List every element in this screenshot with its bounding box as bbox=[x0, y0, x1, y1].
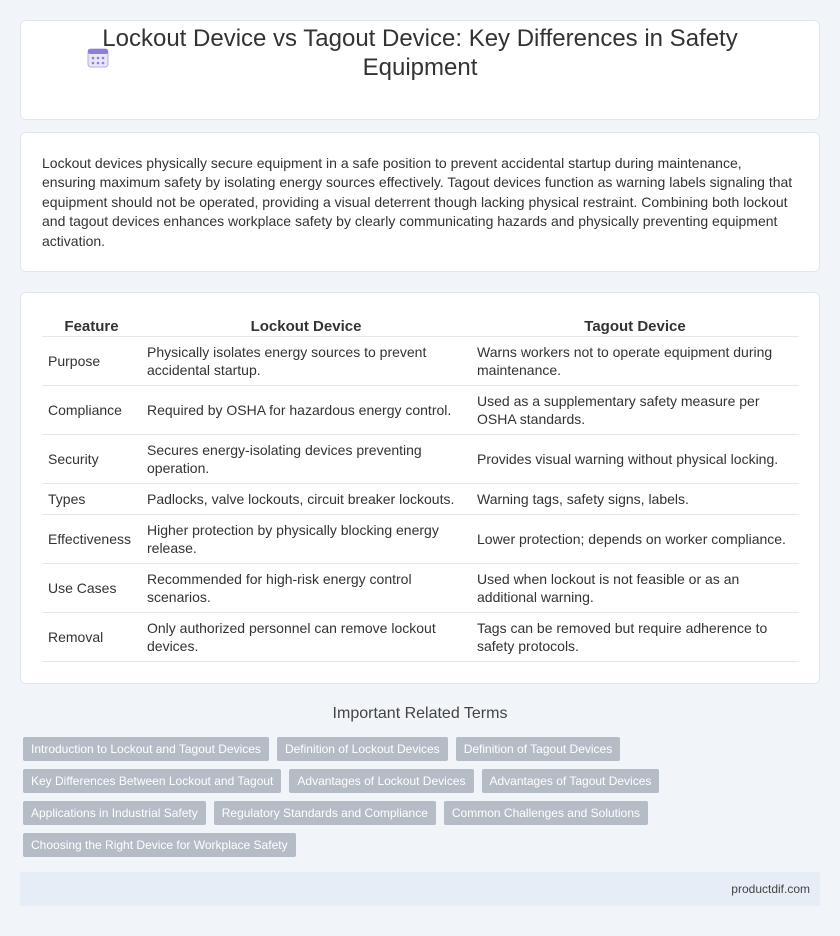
intro-card bbox=[20, 132, 820, 272]
footer-site-link[interactable]: productdif.com bbox=[731, 882, 810, 896]
table-cell-tagout: Provides visual warning without physical locking. bbox=[471, 435, 799, 484]
intro-text: Lockout devices physically secure equipment in a safe position to prevent accidental startup during maintenance, ensuring maximum safety by isolating energy sources effectively. Tagout devices function as warning labels signaling that equipment should not be operated, providing a visual deterrent though lacking physical restraint. Combining both lockout and tagout devices enhances workplace safety by clearly communicating hazards and physically preventing equipment activation. bbox=[42, 155, 793, 249]
table-cell-tagout: Used when lockout is not feasible or as an additional warning. bbox=[471, 564, 799, 613]
related-term-tag[interactable]: Definition of Tagout Devices bbox=[456, 737, 621, 761]
table-cell-tagout: Tags can be removed but require adherence to safety protocols. bbox=[471, 613, 799, 662]
related-term-tag[interactable]: Advantages of Tagout Devices bbox=[482, 769, 660, 793]
table-row bbox=[42, 337, 799, 386]
table-cell-lockout: Padlocks, valve lockouts, circuit breaker lockouts. bbox=[141, 484, 471, 515]
table-cell-lockout: Recommended for high-risk energy control scenarios. bbox=[141, 564, 471, 613]
table-cell-tagout: Used as a supplementary safety measure per OSHA standards. bbox=[471, 386, 799, 435]
table-cell-tagout: Warns workers not to operate equipment during maintenance. bbox=[471, 337, 799, 386]
related-terms-heading: Important Related Terms bbox=[332, 705, 508, 722]
table-cell-feature: Effectiveness bbox=[42, 515, 141, 564]
table-cell-tagout: Warning tags, safety signs, labels. bbox=[471, 484, 799, 515]
column-header-lockout: Lockout Device bbox=[141, 315, 471, 337]
table-row bbox=[42, 564, 799, 613]
page-title: Lockout Device vs Tagout Device: Key Differences in Safety Equipment bbox=[102, 25, 738, 81]
table-row bbox=[42, 435, 799, 484]
related-term-tag[interactable]: Introduction to Lockout and Tagout Devices bbox=[23, 737, 269, 761]
related-term-tag[interactable]: Applications in Industrial Safety bbox=[23, 801, 206, 825]
table-row bbox=[42, 484, 799, 515]
related-term-tag[interactable]: Common Challenges and Solutions bbox=[444, 801, 648, 825]
related-term-tag[interactable]: Choosing the Right Device for Workplace Safety bbox=[23, 833, 296, 857]
column-header-feature: Feature bbox=[42, 315, 141, 337]
table-cell-feature: Types bbox=[42, 484, 141, 515]
footer bbox=[20, 872, 820, 906]
table-row bbox=[42, 613, 799, 662]
table-cell-lockout: Secures energy-isolating devices preventing operation. bbox=[141, 435, 471, 484]
table-row bbox=[42, 386, 799, 435]
table-cell-feature: Compliance bbox=[42, 386, 141, 435]
related-term-tag[interactable]: Key Differences Between Lockout and Tagout bbox=[23, 769, 281, 793]
comparison-table bbox=[42, 315, 799, 662]
comparison-card bbox=[20, 292, 820, 684]
related-term-tag[interactable]: Regulatory Standards and Compliance bbox=[214, 801, 436, 825]
table-cell-lockout: Only authorized personnel can remove lockout devices. bbox=[141, 613, 471, 662]
table-cell-lockout: Higher protection by physically blocking energy release. bbox=[141, 515, 471, 564]
table-cell-feature: Purpose bbox=[42, 337, 141, 386]
table-cell-feature: Security bbox=[42, 435, 141, 484]
table-cell-tagout: Lower protection; depends on worker compliance. bbox=[471, 515, 799, 564]
table-cell-feature: Use Cases bbox=[42, 564, 141, 613]
table-cell-feature: Removal bbox=[42, 613, 141, 662]
table-cell-lockout: Physically isolates energy sources to prevent accidental startup. bbox=[141, 337, 471, 386]
related-term-tag[interactable]: Advantages of Lockout Devices bbox=[289, 769, 473, 793]
related-term-tag[interactable]: Definition of Lockout Devices bbox=[277, 737, 448, 761]
table-header-row bbox=[42, 315, 799, 337]
table-cell-lockout: Required by OSHA for hazardous energy control. bbox=[141, 386, 471, 435]
related-terms-list bbox=[23, 737, 803, 865]
column-header-tagout: Tagout Device bbox=[471, 315, 799, 337]
table-row bbox=[42, 515, 799, 564]
